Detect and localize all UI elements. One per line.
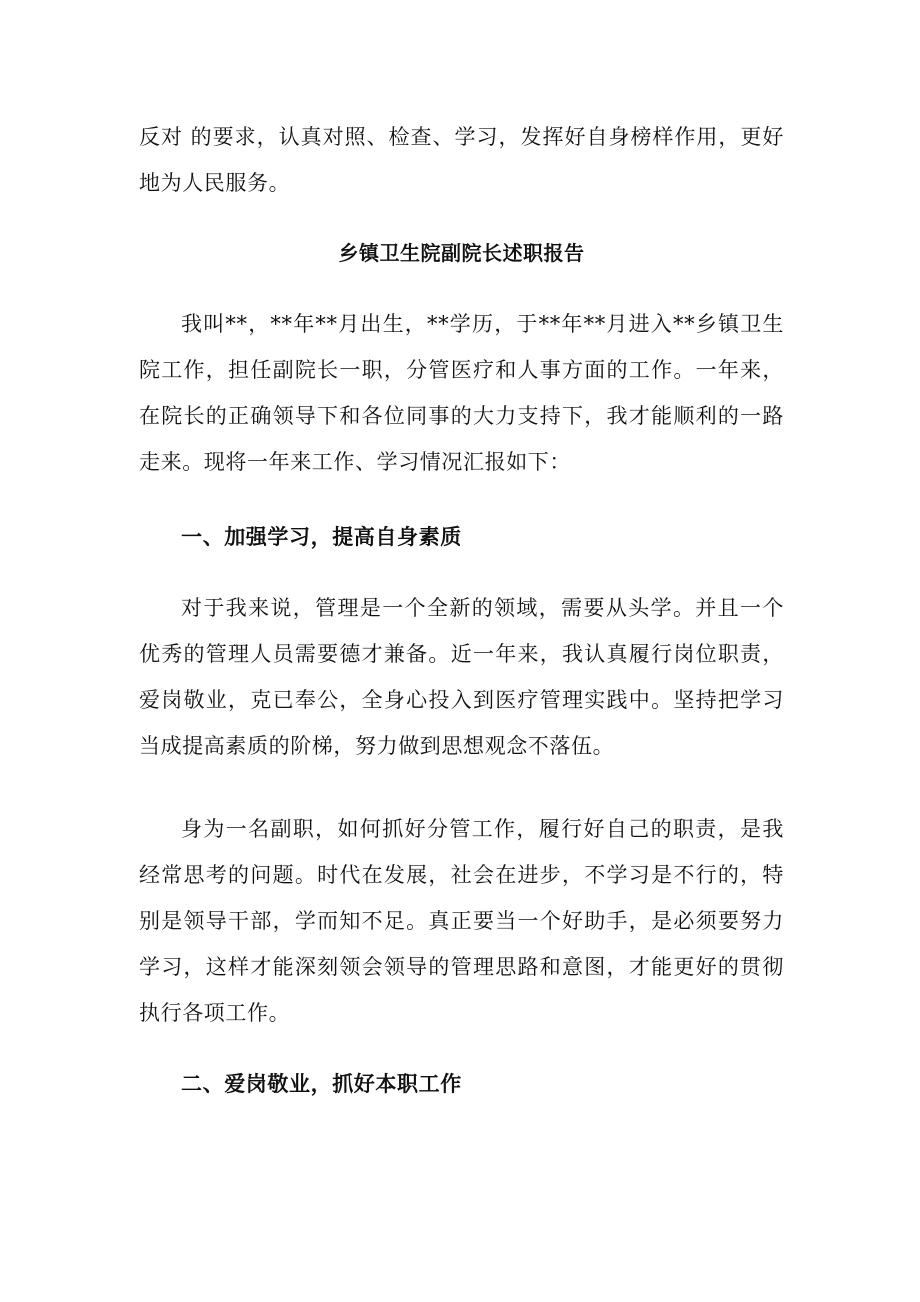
paragraph-introduction: 我叫**，**年**月出生，**学历，于**年**月进入**乡镇卫生院工作，担任副院长一职，分管医疗和人事方面的工作。一年来，在院长的正确领导下和各位同事的大力支持下，我才能顺利的一路走来。现将一年来工作、学习情况汇报如下：: [139, 312, 784, 474]
section-heading-2: 二、爱岗敬业，抓好本职工作: [181, 1071, 462, 1096]
paragraph-section1-b: 身为一名副职，如何抓好分管工作，履行好自己的职责，是我经常思考的问题。时代在发展，社会在进步，不学习是不行的，特别是领导干部，学而知不足。真正要当一个好助手，是必须要努力学习，这样才能深刻领会领导的管理思路和意图，才能更好的贯彻执行各项工作。: [139, 817, 784, 1025]
paragraph-section1-a: 对于我来说，管理是一个全新的领域，需要从头学。并且一个优秀的管理人员需要德才兼备。近一年来，我认真履行岗位职责，爱岗敬业，克已奉公，全身心投入到医疗管理实践中。坚持把学习当成提高素质的阶梯，努力做到思想观念不落伍。: [139, 596, 784, 758]
section-heading-1: 一、加强学习，提高自身素质: [181, 524, 462, 549]
document-title: 乡镇卫生院副院长述职报告: [338, 241, 585, 265]
intro-paragraph: 反对 的要求，认真对照、检查、学习，发挥好自身榜样作用，更好地为人民服务。: [139, 125, 784, 195]
